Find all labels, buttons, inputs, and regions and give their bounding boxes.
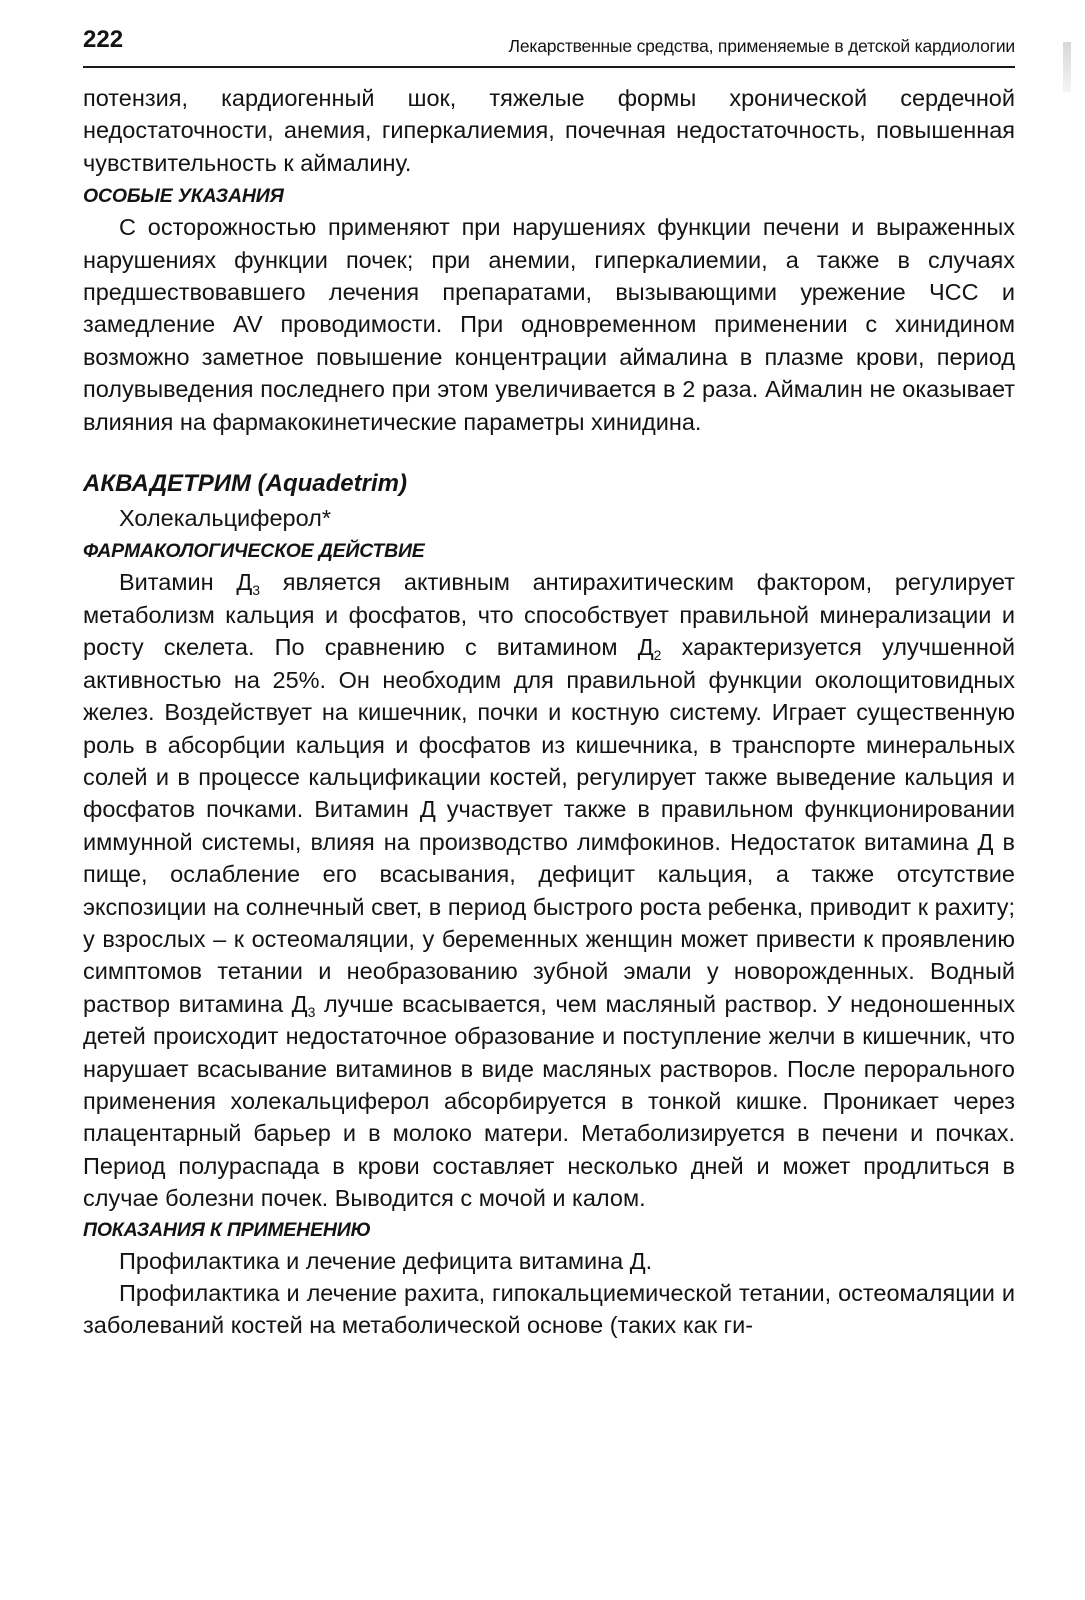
drug-title: АКВАДЕТРИМ (Aquadetrim) [83,470,407,498]
page-body [83,82,1015,1342]
special-instructions-heading: ОСОБЫЕ УКАЗАНИЯ [83,185,284,208]
vitamin-subscript-3b: 3 [307,1003,316,1020]
continuation-paragraph: потензия, кардиогенный шок, тяжелые формы хронической сердечной недостаточности, анемия, гиперкалиемия, почечная недостаточность, повышенная чувствительность к аймалину. [83,85,1015,176]
pharm-text-part-1: Витамин Д [119,569,253,596]
vitamin-subscript-2: 2 [653,647,662,664]
vitamin-subscript-3: 3 [252,582,261,599]
page-number: 222 [83,26,124,53]
pharm-text-part-3: характеризуется улучшенной активностью на 25%. Он необходим для правильной функции околощитовидных желез. Воздействует на кишечник, почки и костную систему. Играет существенную роль в абсорбции кальция и фосфатов из кишечника, в транспорте минеральных солей и в процессе кальцификации костей, регулирует также выведение кальция и фосфатов почками. Витамин Д участвует также в правильном функционировании иммунной системы, влияя на производство лимфокинов. Недостаток витамина Д в пище, ослабление его всасывания, дефицит кальция, а также отсутствие экспозиции на солнечный свет, в период быстрого роста ребенка, приводит к рахиту; у взрослых – к остеомаляции, у беременных женщин может привести к проявлению симптомов тетании и необразованию зубной эмали у новорожденных. Водный раствор витамина Д [83,634,1015,1017]
pharmacological-action-text [83,566,1015,1214]
page-edge-shadow [1063,42,1071,92]
indication-item-1: Профилактика и лечение дефицита витамина Д. [119,1247,653,1274]
page-header [83,26,1015,68]
running-title: Лекарственные средства, применяемые в детской кардиологии [508,36,1015,56]
pharm-text-part-2: является активным антирахитическим фактором, регулирует метаболизм кальция и фосфатов, что способствует правильной минерализации и росту скелета. По сравнению с витамином Д [83,569,1015,661]
active-substance: Холекальциферол* [119,505,332,532]
special-instructions-text: С осторожностью применяют при нарушениях функции печени и выраженных нарушениях функции почек; при анемии, гиперкалиемии, а также в случаях предшествовавшего лечения препаратами, вызывающими урежение ЧСС и замедление AV проводимости. При одновременном применении с хинидином возможно заметное повышение концентрации аймалина в плазме крови, период полувыведения последнего при этом увеличивается в 2 раза. Аймалин не оказывает влияния на фармакокинетические параметры хинидина. [83,214,1015,435]
pharmacological-action-heading: ФАРМАКОЛОГИЧЕСКОЕ ДЕЙСТВИЕ [83,540,425,563]
indication-item-2: Профилактика и лечение рахита, гипокальциемической тетании, остеомаляции и заболеваний костей на метаболической основе (таких как ги- [83,1280,1015,1339]
indications-heading: ПОКАЗАНИЯ К ПРИМЕНЕНИЮ [83,1218,371,1241]
pharm-text-part-4: лучше всасывается, чем масляный раствор. У недоношенных детей происходит недостаточное образование и поступление желчи в кишечник, что нарушает всасывание витаминов в виде масляных растворов. После перорального применения холекальциферол абсорбируется в тонкой кишке. Проникает через плацентарный барьер и в молоко матери. Метаболизируется в печени и почках. Период полураспада в крови составляет несколько дней и может продлиться в случае болезни почек. Выводится с мочой и калом. [83,990,1016,1212]
